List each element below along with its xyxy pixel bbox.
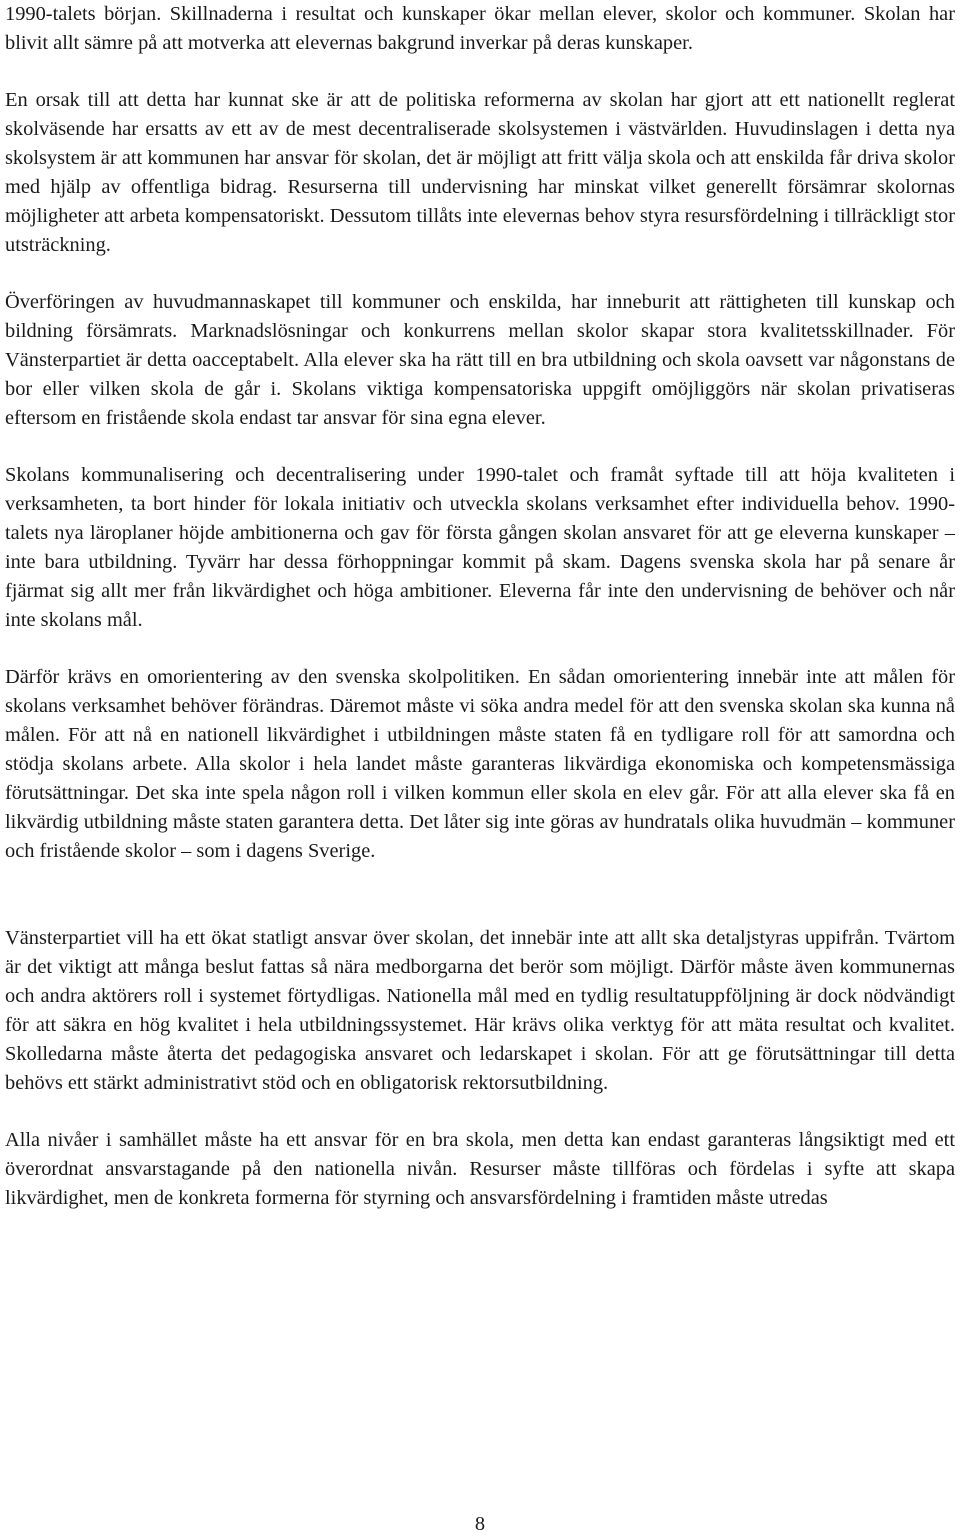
paragraph-2: En orsak till att detta har kunnat ske är att de politiska reformerna av skolan har gjort att ett nationellt reglerat skolväsende har ersatts av ett av de mest decentraliserade skolsystemen i västvärlden. Huvudinslagen i detta nya skolsystem är att kommunen har ansvar för skolan, det är möjligt att fritt välja skola och att enskilda får driva skolor med hjälp av offentliga bidrag. Resurserna till undervisning har minskat vilket generellt försämrar skolornas möjligheter att arbeta kompensatoriskt. Dessutom tillåts inte elevernas behov styra resursfördelning i tillräckligt stor utsträckning. bbox=[5, 89, 955, 256]
paragraph-spacer-large bbox=[5, 866, 955, 924]
paragraph-5: Därför krävs en omorientering av den svenska skolpolitiken. En sådan omorientering innebär inte att målen för skolans verksamhet behöver förändras. Däremot måste vi söka andra medel för att den svenska skolan ska kunna nå målen. För att nå en nationell likvärdighet i utbildningen måste staten få en tydligare roll för att samordna och stödja skolans arbete. Alla skolor i hela landet måste garanteras likvärdiga ekonomiska och kompetensmässiga förutsättningar. Det ska inte spela någon roll i vilken kommun eller skola en elev går. För att alla elever ska få en likvärdig utbildning måste staten garantera detta. Det låter sig inte göras av hundratals olika huvudmän – kommuner och fristående skolor – som i dagens Sverige. bbox=[5, 666, 955, 862]
paragraph-3: Överföringen av huvudmannaskapet till kommuner och enskilda, har inneburit att rättigheten till kunskap och bildning försämrats. Marknadslösningar och konkurrens mellan skolor skapar stora kvalitetsskillnader. För Vänsterpartiet är detta oacceptabelt. Alla elever ska ha rätt till en bra utbildning och skola oavsett var någonstans de bor eller vilken skola de går i. Skolans viktiga kompensatoriska uppgift omöjliggörs när skolan privatiseras eftersom en fristående skola endast tar ansvar för sina egna elever. bbox=[5, 291, 955, 429]
paragraph-spacer bbox=[5, 58, 955, 86]
document-body bbox=[5, 0, 955, 1213]
paragraph-spacer bbox=[5, 1098, 955, 1126]
paragraph-4: Skolans kommunalisering och decentralisering under 1990-talet och framåt syftade till att höja kvaliteten i verksamheten, ta bort hinder för lokala initiativ och utveckla skolans verksamhet efter individuella behov. 1990-talets nya läroplaner höjde ambitionerna och gav för första gången skolan ansvaret för att ge eleverna kunskaper – inte bara utbildning. Tyvärr har dessa förhoppningar kommit på skam. Dagens svenska skola har på senare år fjärmat sig allt mer från likvärdighet och höga ambitioner. Eleverna får inte den undervisning de behöver och når inte skolans mål. bbox=[5, 464, 955, 631]
paragraph-spacer bbox=[5, 635, 955, 663]
page-number: 8 bbox=[474, 1513, 486, 1535]
paragraph-spacer bbox=[5, 433, 955, 461]
paragraph-7: Alla nivåer i samhället måste ha ett ansvar för en bra skola, men detta kan endast garanteras långsiktigt med ett överordnat ansvarstagande på den nationella nivån. Resurser måste tillföras och fördelas i syfte att skapa likvärdighet, men de konkreta formerna för styrning och ansvarsfördelning i framtiden måste utredas bbox=[5, 1129, 955, 1209]
paragraph-6: Vänsterpartiet vill ha ett ökat statligt ansvar över skolan, det innebär inte att allt ska detaljstyras uppifrån. Tvärtom är det viktigt att många beslut fattas så nära medborgarna det berör som möjligt. Därför måste även kommunernas och andra aktörers roll i systemet förtydligas. Nationella mål med en tydlig resultatuppföljning är dock nödvändigt för att säkra en hög kvalitet i hela utbildningssystemet. Här krävs olika verktyg för att mäta resultat och kvalitet. Skolledarna måste återta det pedagogiska ansvaret och ledarskapet i skolan. För att ge förutsättningar till detta behövs ett stärkt administrativt stöd och en obligatorisk rektorsutbildning. bbox=[5, 927, 955, 1094]
paragraph-spacer bbox=[5, 260, 955, 288]
paragraph-1: 1990-talets början. Skillnaderna i resultat och kunskaper ökar mellan elever, skolor och kommuner. Skolan har blivit allt sämre på att motverka att elevernas bakgrund inverkar på deras kunskaper. bbox=[5, 3, 955, 54]
